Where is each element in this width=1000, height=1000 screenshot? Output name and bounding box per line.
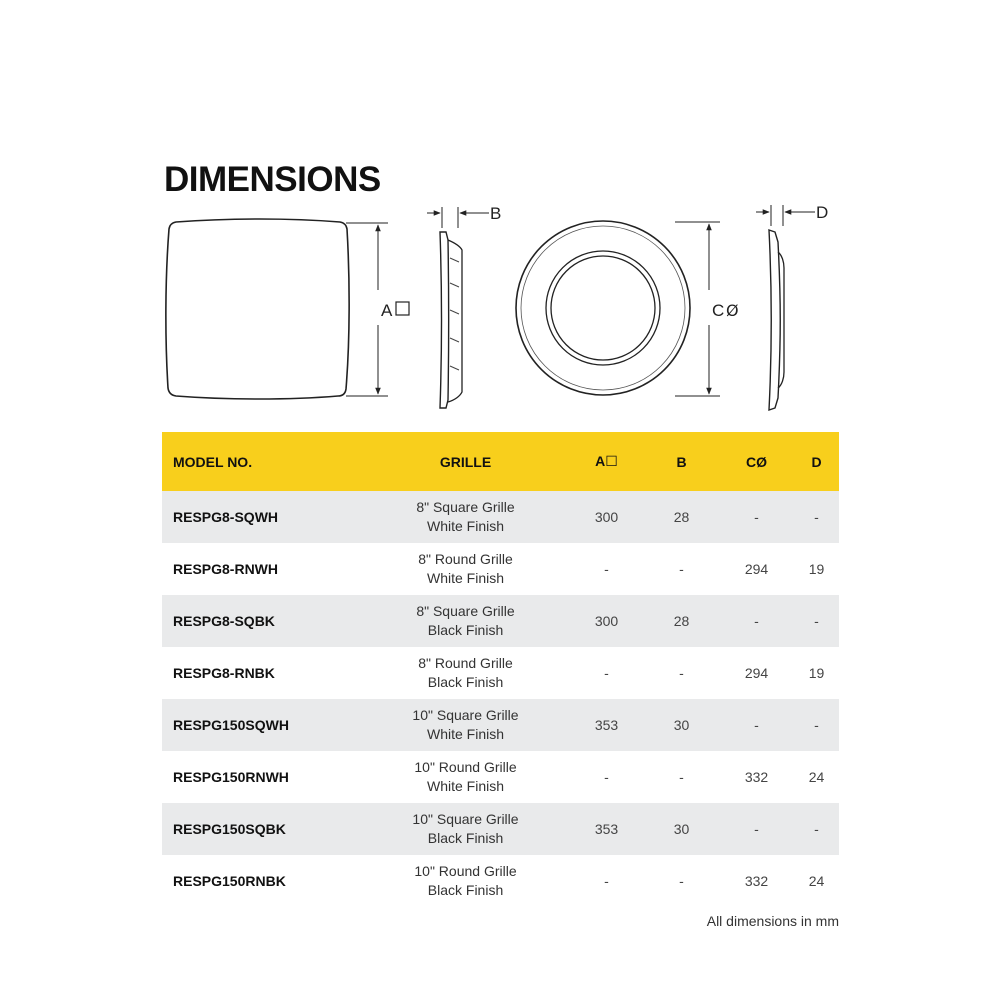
a-cell: - <box>604 769 609 785</box>
round-grille-front-icon <box>516 221 690 395</box>
c-cell: - <box>719 491 794 543</box>
model-cell: RESPG8-SQBK <box>162 595 362 647</box>
label-a: A <box>381 301 393 320</box>
b-cell: 28 <box>644 595 719 647</box>
c-cell: 332 <box>744 873 769 889</box>
grille-cell <box>362 543 569 595</box>
table-row <box>162 543 839 595</box>
d-cell: 24 <box>808 873 825 889</box>
c-cell: 294 <box>744 561 769 577</box>
label-b: B <box>490 204 502 223</box>
model-cell: RESPG150RNWH <box>173 769 289 785</box>
dimension-a-marker <box>346 223 409 396</box>
header-grille: GRILLE <box>362 432 569 491</box>
grille-type: 10" Round Grille <box>414 863 517 879</box>
header-d: D <box>794 432 839 491</box>
grille-type: 8" Square Grille <box>416 499 515 515</box>
dimension-b-marker <box>427 204 501 228</box>
a-cell: 353 <box>569 699 644 751</box>
a-cell: - <box>604 561 609 577</box>
a-cell: 300 <box>569 595 644 647</box>
table-row <box>162 647 839 699</box>
a-cell: 353 <box>569 803 644 855</box>
grille-type: 8" Round Grille <box>418 655 513 671</box>
b-cell: - <box>679 561 684 577</box>
header-model: MODEL NO. <box>162 432 362 491</box>
grille-type: 8" Round Grille <box>418 551 513 567</box>
grille-finish: Black Finish <box>427 882 504 898</box>
model-cell: RESPG150RNBK <box>173 873 286 889</box>
grille-cell <box>362 491 569 543</box>
grille-finish: White Finish <box>426 726 505 742</box>
table-row <box>162 803 839 855</box>
d-cell: 19 <box>808 665 825 681</box>
square-grille-side-icon <box>440 232 462 408</box>
table-header-row <box>162 432 839 491</box>
table-row <box>162 595 839 647</box>
grille-cell <box>362 699 569 751</box>
model-cell: RESPG8-RNBK <box>173 665 275 681</box>
grille-finish: White Finish <box>426 778 505 794</box>
grille-type: 10" Square Grille <box>412 707 519 723</box>
round-grille-side-icon <box>769 230 784 410</box>
dimensions-table <box>162 432 839 907</box>
header-a: A☐ <box>569 432 644 491</box>
a-cell: - <box>604 873 609 889</box>
b-cell: - <box>679 665 684 681</box>
label-d: D <box>816 203 829 222</box>
model-cell: RESPG8-SQWH <box>162 491 362 543</box>
c-cell: - <box>719 595 794 647</box>
d-cell: - <box>794 803 839 855</box>
c-cell: 294 <box>744 665 769 681</box>
grille-cell <box>362 595 569 647</box>
grille-finish: White Finish <box>426 518 505 534</box>
grille-cell <box>362 803 569 855</box>
d-cell: - <box>794 595 839 647</box>
model-cell: RESPG150SQBK <box>162 803 362 855</box>
d-cell: 24 <box>808 769 825 785</box>
d-cell: 19 <box>808 561 825 577</box>
grille-type: 10" Square Grille <box>412 811 519 827</box>
b-cell: 30 <box>644 803 719 855</box>
diameter-symbol-icon: Ø <box>726 301 739 320</box>
table-row <box>162 855 839 907</box>
header-c: CØ <box>719 432 794 491</box>
c-cell: - <box>719 699 794 751</box>
dimension-d-marker <box>756 203 828 226</box>
footnote: All dimensions in mm <box>706 913 839 929</box>
grille-cell <box>362 647 569 699</box>
model-cell: RESPG8-RNWH <box>173 561 279 577</box>
grille-finish: Black Finish <box>427 830 504 846</box>
b-cell: 30 <box>644 699 719 751</box>
grille-cell <box>362 751 569 803</box>
label-c: C <box>712 301 725 320</box>
dimension-diagram <box>0 0 1000 430</box>
b-cell: - <box>679 769 684 785</box>
page-title: DIMENSIONS <box>164 160 381 199</box>
grille-finish: Black Finish <box>427 674 504 690</box>
table-row <box>162 699 839 751</box>
square-symbol-icon <box>396 302 409 315</box>
c-cell: - <box>719 803 794 855</box>
grille-finish: White Finish <box>426 570 505 586</box>
grille-finish: Black Finish <box>427 622 504 638</box>
grille-type: 10" Round Grille <box>414 759 517 775</box>
square-grille-front-icon <box>166 219 349 399</box>
d-cell: - <box>794 699 839 751</box>
grille-cell <box>362 855 569 907</box>
a-cell: - <box>604 665 609 681</box>
grille-type: 8" Square Grille <box>416 603 515 619</box>
a-cell: 300 <box>569 491 644 543</box>
b-cell: - <box>679 873 684 889</box>
d-cell: - <box>794 491 839 543</box>
header-b: B <box>644 432 719 491</box>
c-cell: 332 <box>744 769 769 785</box>
model-cell: RESPG150SQWH <box>162 699 362 751</box>
table-row <box>162 491 839 543</box>
table-row <box>162 751 839 803</box>
b-cell: 28 <box>644 491 719 543</box>
